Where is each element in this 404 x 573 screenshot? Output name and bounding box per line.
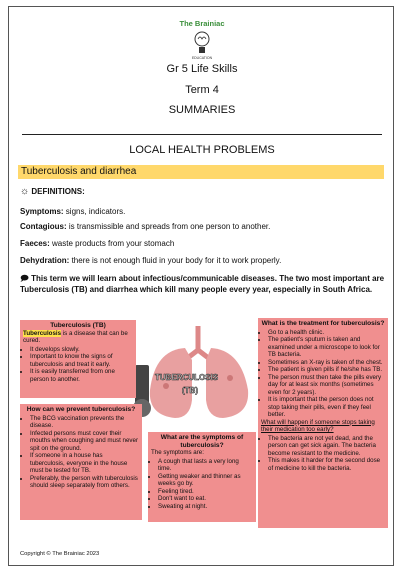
tb-highlight: Tuberculosis (23, 329, 62, 337)
list-item: • Sweating at night. (158, 503, 253, 511)
definition-text: is transmissible and spreads from one person to another. (66, 222, 271, 231)
section-title: Tuberculosis and diarrhea (21, 166, 137, 177)
treatment-subheading: What will happen if someone stops taking their medication too early? (261, 418, 375, 433)
treatment-box-title: What is the treatment for tuberculosis? (261, 320, 385, 327)
term-heading: Term 4 (185, 84, 219, 96)
list-item: • The BCG vaccination prevents the disease. (30, 415, 139, 430)
definitions-title: DEFINITIONS: (31, 187, 85, 196)
tb-box-title: Tuberculosis (TB) (50, 322, 106, 329)
symptoms-box (148, 432, 256, 522)
definition-term: Contagious: (20, 222, 67, 231)
prevention-box (20, 404, 142, 520)
tb-info-box (20, 320, 136, 398)
definition-row (20, 239, 385, 249)
list-item: • This makes it harder for the second dose of medicine to kill the bacteria. (268, 457, 385, 472)
section-banner (18, 165, 384, 179)
definition-text: signs, indicators. (63, 207, 126, 216)
definitions-heading (20, 187, 385, 197)
intro-text: This term we will learn about infectious/communicable diseases. The two most important are Tuberculosis (TB) and diarrhea which kill many people every year, especially in South Africa. (20, 274, 385, 294)
list-item: • Don't want to eat. (158, 495, 253, 503)
list-item: • Preferably, the person with tuberculosis should sleep separately from others. (30, 475, 139, 490)
topic-heading: LOCAL HEALTH PROBLEMS (129, 144, 275, 156)
brand-name: The Brainiac (179, 19, 225, 28)
definition-term: Dehydration: (20, 256, 70, 265)
center-title: TUBERCULOSIS (155, 373, 219, 382)
list-item: • The bacteria are not yet dead, and the person can get sick again. The bacteria become resistant to the medicine. (268, 435, 385, 458)
list-item: • Getting weaker and thinner as weeks go by. (158, 473, 253, 488)
list-item: • It is important that the person does not stop taking their pills, even if they feel better. (268, 396, 385, 419)
list-item: • Infected persons must cover their mouths when coughing and must never spit on the ground. (30, 430, 139, 453)
definition-term: Faeces: (20, 239, 50, 248)
brain-logo-icon (192, 30, 212, 56)
speech-bubble-icon: 🗩 (20, 274, 29, 283)
list-item: • The patient's sputum is taken and examined under a microscope to look for TB bacteria. (268, 336, 385, 359)
list-item: • A cough that lasts a very long time. (158, 458, 253, 473)
center-subtitle: (TB) (182, 386, 198, 395)
symptoms-box-title: What are the symptoms of tuberculosis? (160, 434, 244, 449)
list-item: • Go to a health clinic. (268, 329, 385, 337)
definition-term: Symptoms: (20, 207, 64, 216)
copyright-footer: Copyright © The Brainiac 2023 (20, 551, 100, 557)
logo-caption: EDUCATION (191, 56, 213, 60)
list-item: • If someone in a house has tuberculosis, everyone in the house must be tested for TB. (30, 452, 139, 475)
lightbulb-icon: ☼ (20, 186, 30, 197)
prevention-box-title: How can we prevent tuberculosis? (26, 406, 136, 413)
definition-row (20, 207, 385, 217)
definition-text: waste products from your stomach (49, 239, 175, 248)
divider (22, 134, 382, 135)
definition-row (20, 222, 385, 232)
tb-box-lead (23, 330, 133, 345)
grade-heading: Gr 5 Life Skills (166, 63, 238, 75)
list-item: • The person must then take the pills every day for at least six months (sometimes even for 2 years). (268, 374, 385, 397)
list-item: • The patient is given pills if he/she has TB. (268, 366, 385, 374)
definition-row (20, 256, 385, 266)
list-item: • Feeling tired. (158, 488, 253, 496)
definition-text: there is not enough fluid in your body for it to work properly. (69, 256, 282, 265)
tb-lead-text: is a disease that can be cured. (23, 329, 128, 344)
intro-paragraph (20, 274, 385, 295)
treatment-box (258, 318, 388, 528)
list-item: • It develops slowly. (30, 346, 133, 354)
list-item: • It is easily transferred from one person to another. (30, 368, 133, 383)
summaries-heading: SUMMARIES (168, 104, 236, 116)
list-item: • Sometimes an X-ray is taken of the chest. (268, 359, 385, 367)
symptoms-lead: The symptoms are: (151, 449, 204, 456)
list-item: • Important to know the signs of tuberculosis and treat it early. (30, 353, 133, 368)
